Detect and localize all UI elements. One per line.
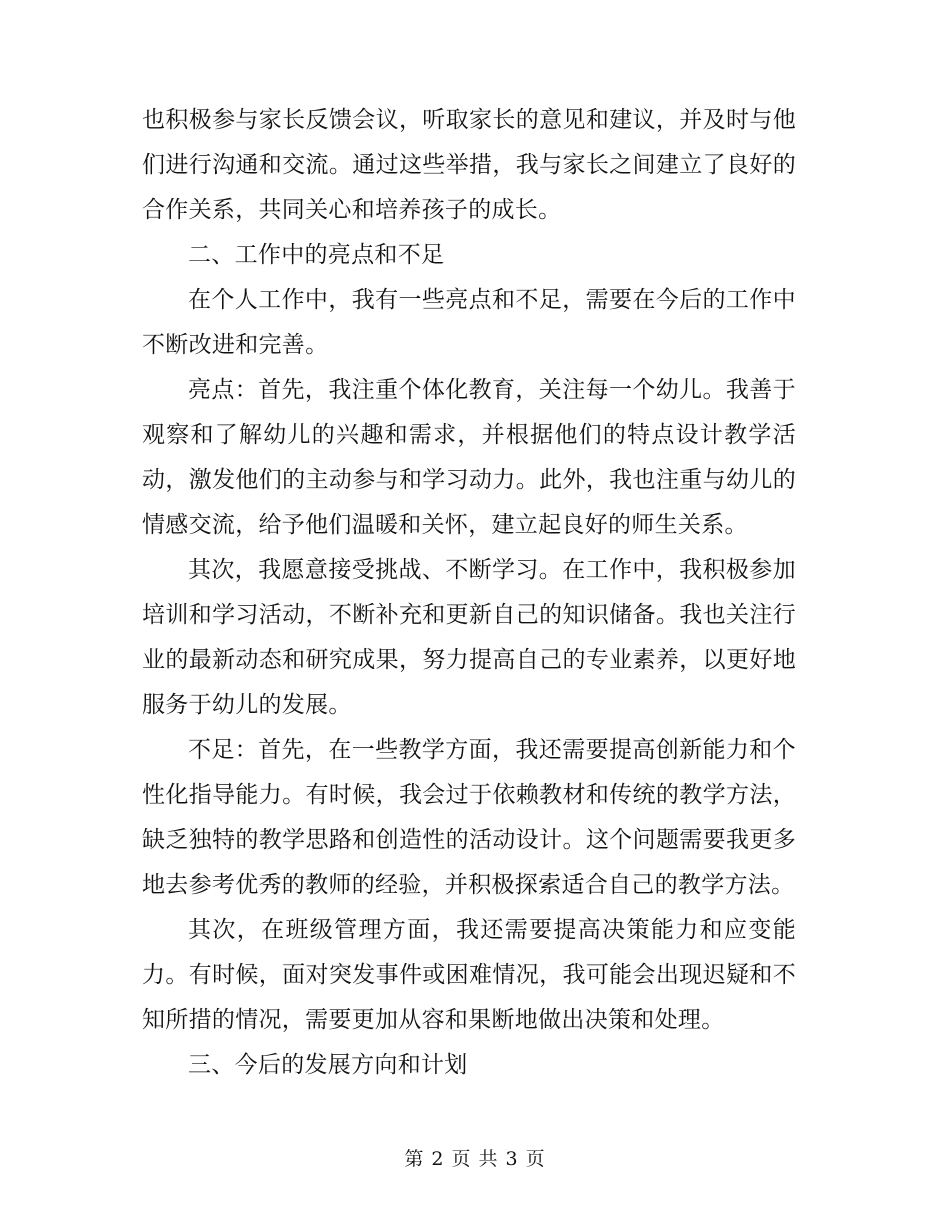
paragraph-highlight-2: 其次，我愿意接受挑战、不断学习。在工作中，我积极参加培训和学习活动，不断补充和更新自己的知识储备。我也关注行业的最新动态和研究成果，努力提高自己的专业素养，以更好地服务于幼儿的发展。 <box>142 557 796 718</box>
paragraph-intro: 在个人工作中，我有一些亮点和不足，需要在今后的工作中不断改进和完善。 <box>142 287 796 358</box>
paragraph-shortcoming-2: 其次，在班级管理方面，我还需要提高决策能力和应变能力。有时候，面对突发事件或困难情况，我可能会出现迟疑和不知所措的情况，需要更加从容和果断地做出决策和处理。 <box>142 917 796 1033</box>
section-heading-3: 三、今后的发展方向和计划 <box>188 1052 468 1078</box>
paragraph-highlight-1: 亮点：首先，我注重个体化教育，关注每一个幼儿。我善于观察和了解幼儿的兴趣和需求，并根据他们的特点设计教学活动，激发他们的主动参与和学习动力。此外，我也注重与幼儿的情感交流，给予他们温暖和关怀，建立起良好的师生关系。 <box>142 377 796 538</box>
paragraph-shortcoming-1: 不足：首先，在一些教学方面，我还需要提高创新能力和个性化指导能力。有时候，我会过于依赖教材和传统的教学方法，缺乏独特的教学思路和创造性的活动设计。这个问题需要我更多地去参考优秀的教师的经验，并积极探索适合自己的教学方法。 <box>142 737 796 898</box>
document-body <box>142 98 796 1088</box>
section-heading-2: 二、工作中的亮点和不足 <box>188 242 445 268</box>
page-number-footer: 第 2 页 共 3 页 <box>404 1148 546 1170</box>
paragraph-continuation: 也积极参与家长反馈会议，听取家长的意见和建议，并及时与他们进行沟通和交流。通过这些举措，我与家长之间建立了良好的合作关系，共同关心和培养孩子的成长。 <box>142 107 796 223</box>
